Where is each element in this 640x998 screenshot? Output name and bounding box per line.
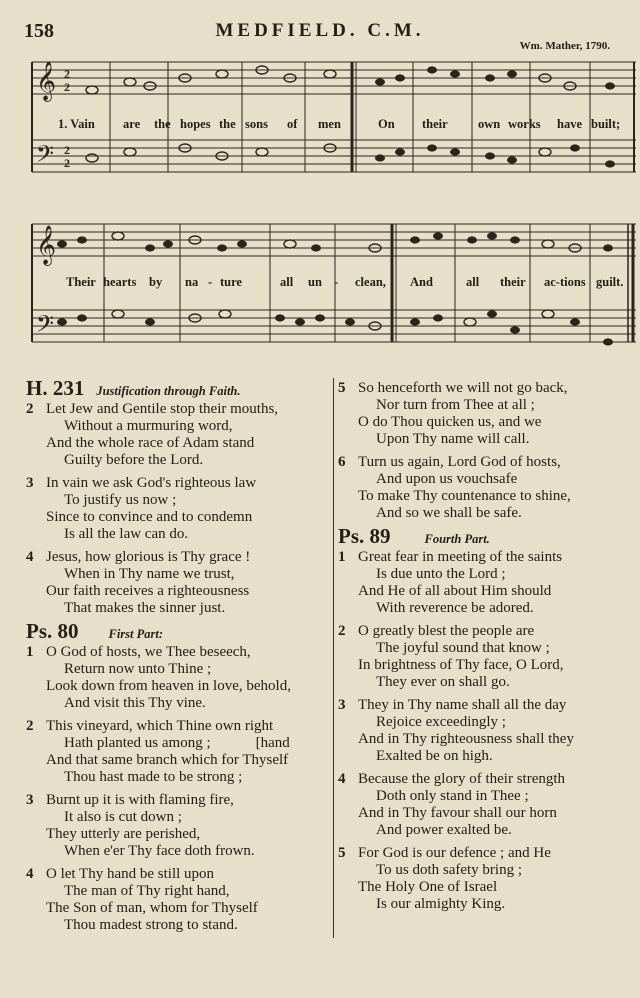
verse-text: In vain we ask God's righteous law	[46, 475, 257, 491]
system1-lyric-6: sons	[245, 117, 268, 131]
hymn-number: H. 231	[26, 376, 85, 400]
system1-lyric-3: the	[154, 117, 171, 131]
verse-line: To justify us now ;	[64, 492, 177, 508]
verse-line: And upon us vouchsafe	[376, 471, 518, 487]
system2-lyric-4: na	[185, 275, 199, 289]
verse-line	[338, 845, 628, 862]
hymn-number: Ps. 80	[26, 619, 79, 643]
verse-line: Thou hast made to be strong ;	[64, 769, 243, 785]
verse-number: 3	[26, 475, 34, 491]
verse-line	[26, 644, 331, 661]
system2-lyric-10: clean,	[355, 275, 386, 289]
hymn-number: Ps. 89	[338, 524, 391, 548]
verse-line: Look down from heaven in love, behold,	[46, 678, 291, 694]
svg-text:2: 2	[64, 156, 70, 170]
system2-lyric-9: -	[334, 275, 339, 289]
verse-line: Without a murmuring word,	[64, 418, 233, 434]
verse	[338, 549, 628, 617]
staff-notation-2	[0, 212, 640, 372]
verse-line: It also is cut down ;	[64, 809, 182, 825]
system1-lyric-11: own	[478, 117, 501, 131]
verse-text: O let Thy hand be still upon	[46, 866, 215, 882]
verse-number: 5	[338, 845, 346, 861]
verse-number: 1	[26, 644, 34, 660]
verse-line: And so we shall be safe.	[376, 505, 522, 521]
system1-lyric-1: 1. Vain	[58, 117, 95, 131]
verse-text: Jesus, how glorious is Thy grace !	[46, 549, 251, 565]
verse-line: The man of Thy right hand,	[64, 883, 230, 899]
system2-lyric-14: ac-tions	[544, 275, 586, 289]
verse-line	[338, 697, 628, 714]
tune-title: MEDFIELD. C.M.	[215, 20, 425, 41]
verse-line: Is due unto the Lord ;	[376, 566, 506, 582]
verse-line: Thou madest strong to stand.	[64, 917, 238, 933]
verse-number: 5	[338, 380, 346, 396]
verse-text: O greatly blest the people are	[358, 623, 535, 639]
verse-line: With reverence be adored.	[376, 600, 534, 616]
system1-lyric-9: On	[378, 117, 395, 131]
verse-text: Great fear in meeting of the saints	[358, 549, 563, 565]
verse-line: To us doth safety bring ;	[376, 862, 523, 878]
verse-line: Rejoice exceedingly ;	[376, 714, 506, 730]
verse	[26, 866, 331, 934]
verse-line: They ever on shall go.	[376, 674, 510, 690]
left-column	[26, 376, 331, 940]
verse-line: The joyful sound that know ;	[376, 640, 550, 656]
verse-line: When e'er Thy face doth frown.	[64, 843, 255, 859]
verse-line	[26, 866, 331, 883]
verse	[26, 718, 331, 786]
system2-lyric-12: all	[466, 275, 480, 289]
system2-lyric-7: all	[280, 275, 294, 289]
verse-line: And power exalted be.	[376, 822, 512, 838]
verse-line: Our faith receives a righteousness	[46, 583, 250, 599]
verse	[338, 845, 628, 913]
verse-line: Is all the law can do.	[64, 526, 189, 542]
system2-lyric-15: guilt.	[596, 275, 624, 289]
verse-number: 4	[26, 866, 34, 882]
verse	[338, 623, 628, 691]
verse-line: In brightness of Thy face, O Lord,	[358, 657, 564, 673]
verse-line: Hath planted us among ; [hand	[64, 735, 290, 751]
verse-line	[26, 718, 331, 735]
verse-line: Return now unto Thine ;	[64, 661, 212, 677]
verse-number: 4	[338, 771, 346, 787]
verse-line	[338, 454, 628, 471]
verse-line	[26, 549, 331, 566]
verse-line: And the whole race of Adam stand	[46, 435, 255, 451]
system2-lyric-1: Their	[66, 275, 96, 289]
system2-lyric-11: And	[410, 275, 433, 289]
verse-line: Nor turn from Thee at all ;	[376, 397, 535, 413]
verse-number: 3	[26, 792, 34, 808]
system1-lyric-2: are	[123, 117, 141, 131]
system2-lyric-6: ture	[220, 275, 242, 289]
verse	[338, 380, 628, 448]
verse-number: 6	[338, 454, 346, 470]
svg-text:𝄞: 𝄞	[36, 227, 57, 264]
hymn-subtitle: First Part:	[108, 627, 164, 641]
verse-line: And in Thy righteousness shall they	[358, 731, 574, 747]
system2-lyric-5: -	[208, 275, 213, 289]
verse-line: And that same branch which for Thyself	[46, 752, 289, 768]
page-number: 158	[24, 20, 54, 42]
hymn-heading	[26, 619, 331, 643]
svg-text:𝄢: 𝄢	[36, 312, 55, 343]
verse-line: When in Thy name we trust,	[64, 566, 235, 582]
verse	[338, 771, 628, 839]
hymn-subtitle: Fourth Part.	[424, 532, 490, 546]
system1-lyric-10: their	[422, 117, 448, 131]
verse-line: That makes the sinner just.	[64, 600, 226, 616]
verse-line	[338, 549, 628, 566]
verse-line	[26, 401, 331, 418]
verse	[26, 792, 331, 860]
verse-number: 3	[338, 697, 346, 713]
verse-line	[338, 380, 628, 397]
verse-text: Burnt up it is with flaming fire,	[46, 792, 234, 808]
verse-line: Is our almighty King.	[376, 896, 506, 912]
verse-line: The Son of man, whom for Thyself	[46, 900, 258, 916]
verse-line: They utterly are perished,	[46, 826, 201, 842]
verse	[338, 454, 628, 522]
verse-line: The Holy One of Israel	[358, 879, 498, 895]
verse-line: And visit this Thy vine.	[64, 695, 206, 711]
system2-lyric-13: their	[500, 275, 526, 289]
hymn-subtitle: Justification through Faith.	[96, 384, 241, 398]
verse-number: 1	[338, 549, 346, 565]
verse-number: 2	[26, 401, 34, 417]
verse-text: This vineyard, which Thine own right	[46, 718, 274, 734]
svg-text:2: 2	[64, 80, 70, 94]
verse-line: And in Thy favour shall our horn	[358, 805, 557, 821]
verse-text: For God is our defence ; and He	[358, 845, 551, 861]
svg-text:𝄞: 𝄞	[36, 63, 57, 100]
system1-lyric-12: works	[508, 117, 541, 131]
system2-lyric-3: by	[149, 275, 163, 289]
verse-line: Since to convince and to condemn	[46, 509, 253, 525]
system1-lyric-4: hopes	[180, 117, 211, 131]
verse-line: And He of all about Him should	[358, 583, 552, 599]
verse-line: Upon Thy name will call.	[376, 431, 530, 447]
verse-number: 4	[26, 549, 34, 565]
verse-line	[26, 475, 331, 492]
verse-text: They in Thy name shall all the day	[358, 697, 567, 713]
verse	[26, 475, 331, 543]
svg-text:𝄢: 𝄢	[36, 142, 55, 173]
system1-lyric-13: have	[557, 117, 582, 131]
verse-text: Because the glory of their strength	[358, 771, 566, 787]
system1-lyric-8: men	[318, 117, 341, 131]
verse-line	[338, 771, 628, 788]
hymn-heading	[26, 376, 331, 400]
verse	[26, 644, 331, 712]
verse-text: Turn us again, Lord God of hosts,	[358, 454, 561, 470]
system1-lyric-7: of	[287, 117, 298, 131]
svg-text:2: 2	[64, 143, 70, 157]
music-system-2	[0, 212, 640, 372]
system1-lyric-5: the	[219, 117, 236, 131]
verse-number: 2	[26, 718, 34, 734]
verse-text: So henceforth we will not go back,	[358, 380, 568, 396]
verse-line: Guilty before the Lord.	[64, 452, 204, 468]
verse-line	[338, 623, 628, 640]
verse-line: O do Thou quicken us, and we	[358, 414, 542, 430]
verse-line: To make Thy countenance to shine,	[358, 488, 571, 504]
system2-lyric-2: hearts	[103, 275, 137, 289]
verse-text: Let Jew and Gentile stop their mouths,	[46, 401, 279, 417]
verse-line	[26, 792, 331, 809]
verse-line: Doth only stand in Thee ;	[376, 788, 529, 804]
right-column	[338, 380, 628, 919]
column-divider	[333, 378, 334, 938]
verse	[26, 401, 331, 469]
verse-text: O God of hosts, we Thee beseech,	[46, 644, 251, 660]
hymn-heading	[338, 524, 628, 548]
verse	[338, 697, 628, 765]
verse-number: 2	[338, 623, 346, 639]
system1-lyric-14: built;	[591, 117, 621, 131]
verse	[26, 549, 331, 617]
composer-credit: Wm. Mather, 1790.	[519, 40, 610, 52]
svg-text:2: 2	[64, 67, 70, 81]
system2-lyric-8: un	[308, 275, 322, 289]
verse-line: Exalted be on high.	[376, 748, 493, 764]
